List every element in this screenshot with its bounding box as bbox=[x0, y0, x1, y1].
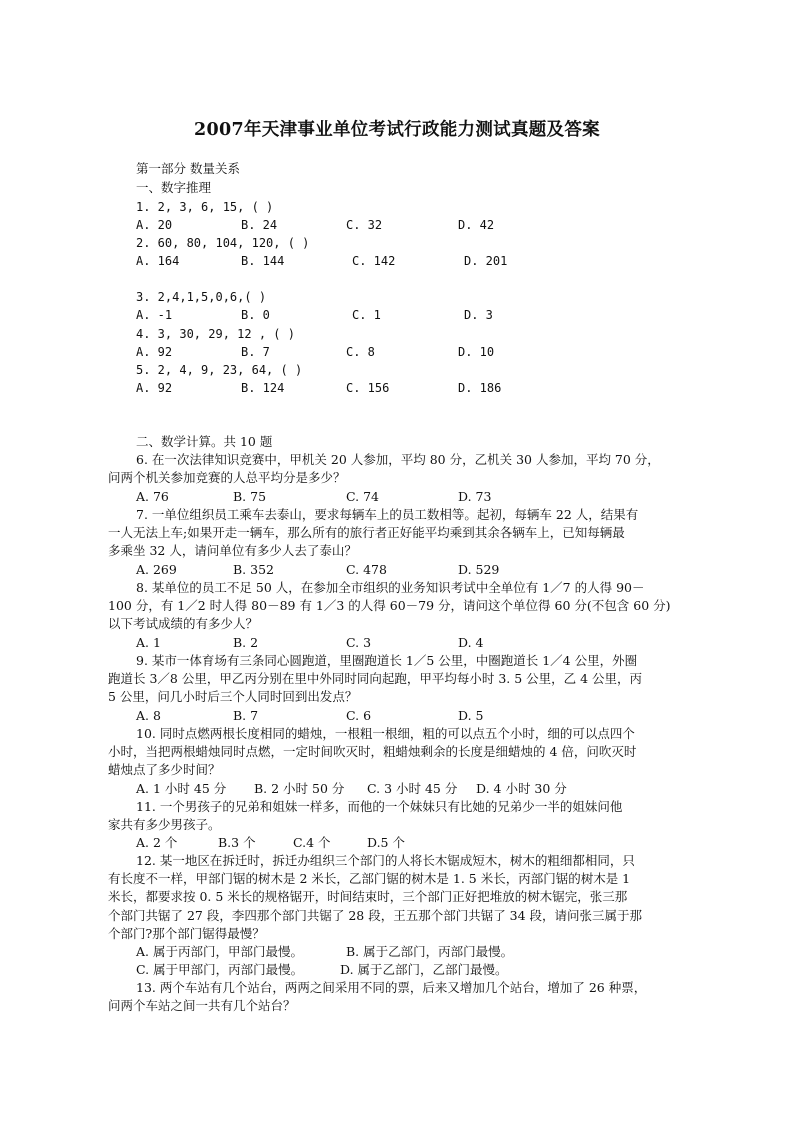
q6-line: 6. 在一次法律知识竞赛中，甲机关 20 人参加，平均 80 分，乙机关 30 人参加，平均 70 分， bbox=[136, 452, 660, 467]
q12-option-d: D. 属于乙部门，乙部门最慢。 bbox=[340, 962, 508, 977]
q10-option-c: C. 3 小时 45 分 bbox=[367, 781, 458, 796]
q2-option-c: C. 142 bbox=[352, 254, 396, 268]
q9-option-a: A. 8 bbox=[136, 708, 161, 723]
q9-line: 5 公里，问几小时后三个人同时回到出发点？ bbox=[108, 689, 358, 705]
question-8 bbox=[108, 579, 708, 634]
question-1-stem: 1. 2, 3, 6, 15, ( ) bbox=[136, 200, 274, 214]
q8-line: 以下考试成绩的有多少人？ bbox=[108, 616, 259, 632]
q6-option-a: A. 76 bbox=[136, 489, 169, 504]
q8-option-d: D. 4 bbox=[458, 635, 484, 650]
q10-option-a: A. 1 小时 45 分 bbox=[136, 781, 227, 796]
q11-option-d: D.5 个 bbox=[367, 835, 405, 850]
q5-option-a: A. 92 bbox=[136, 381, 173, 395]
q9-line: 9. 某市一体育场有三条同心圆跑道，里圈跑道长 1／5 公里，中圈跑道长 1／4 公里，外圈 bbox=[136, 653, 638, 668]
section-heading-math-calculation: 二、数学计算。共 10 题 bbox=[136, 434, 273, 449]
section-heading-number-reasoning: 一、数字推理 bbox=[136, 180, 212, 195]
q12-line: 个部门?那个部门锯得最慢？ bbox=[108, 925, 265, 941]
q4-option-b: B. 7 bbox=[241, 345, 270, 359]
question-3-stem: 3. 2,4,1,5,0,6,( ) bbox=[136, 290, 267, 304]
q7-option-c: C. 478 bbox=[346, 562, 387, 577]
q4-option-d: D. 10 bbox=[458, 345, 495, 359]
q3-option-a: A. -1 bbox=[136, 308, 173, 322]
q13-line: 问两个车站之间一共有几个站台？ bbox=[108, 998, 296, 1014]
question-9 bbox=[108, 652, 708, 707]
q8-option-c: C. 3 bbox=[346, 635, 372, 650]
question-10 bbox=[108, 725, 708, 780]
question-6 bbox=[108, 451, 708, 487]
q3-option-d: D. 3 bbox=[464, 308, 493, 322]
question-5-stem: 5. 2, 4, 9, 23, 64, ( ) bbox=[136, 363, 303, 377]
q12-line: 有长度不一样，甲部门锯的树木是 2 米长，乙部门锯的树木是 1. 5 米长，丙部门锯的树木是 1 bbox=[108, 871, 631, 887]
q12-line: 米长，都要求按 0. 5 米长的规格锯开，时间结束时，三个部门正好把堆放的树木锯完，张三那 bbox=[108, 889, 628, 905]
q11-line: 11. 一个男孩子的兄弟和姐妹一样多，而他的一个妹妹只有比她的兄弟少一半的姐妹问他 bbox=[136, 799, 623, 814]
q12-option-a: A. 属于丙部门，甲部门最慢。 bbox=[136, 944, 303, 959]
q1-option-c: C. 32 bbox=[346, 218, 383, 232]
q12-option-b: B. 属于乙部门，丙部门最慢。 bbox=[346, 944, 514, 959]
q6-option-c: C. 74 bbox=[346, 489, 379, 504]
q11-line: 家共有多少男孩子。 bbox=[108, 817, 221, 833]
q5-option-d: D. 186 bbox=[458, 381, 502, 395]
q12-option-c: C. 属于甲部门，丙部门最慢。 bbox=[136, 962, 304, 977]
q11-option-b: B.3 个 bbox=[218, 835, 256, 850]
q11-option-c: C.4 个 bbox=[293, 835, 331, 850]
q4-option-c: C. 8 bbox=[346, 345, 375, 359]
q12-line: 12. 某一地区在拆迁时，拆迁办组织三个部门的人将长木锯成短木，树木的粗细都相同，只 bbox=[136, 853, 635, 868]
page-title: 2007年天津事业单位考试行政能力测试真题及答案 bbox=[194, 120, 600, 140]
q1-option-b: B. 24 bbox=[241, 218, 278, 232]
q6-option-d: D. 73 bbox=[458, 489, 492, 504]
q12-line: 个部门共锯了 27 段，李四那个部门共锯了 28 段，王五那个部门共锯了 34 段，请问张三属于那 bbox=[108, 907, 643, 923]
q2-option-d: D. 201 bbox=[464, 254, 508, 268]
q1-option-d: D. 42 bbox=[458, 218, 495, 232]
q7-line: 一人无法上车;如果开走一辆车，那么所有的旅行者正好能平均乘到其余各辆车上，已知每辆最 bbox=[108, 525, 625, 541]
question-4-stem: 4. 3, 30, 29, 12 , ( ) bbox=[136, 327, 295, 341]
q11-option-a: A. 2 个 bbox=[136, 835, 178, 850]
q10-line: 小时，当把两根蜡烛同时点燃，一定时间吹灭时，粗蜡烛剩余的长度是细蜡烛的 4 倍，问吹灭时 bbox=[108, 744, 637, 760]
q8-line: 8. 某单位的员工不足 50 人，在参加全市组织的业务知识考试中全单位有 1／7 的人得 90－ bbox=[136, 580, 645, 595]
q10-line: 10. 同时点燃两根长度相同的蜡烛，一根粗一根细，粗的可以点五个小时，细的可以点四个 bbox=[136, 726, 635, 741]
q8-option-b: B. 2 bbox=[233, 635, 259, 650]
q6-line: 问两个机关参加竞赛的人总平均分是多少？ bbox=[108, 470, 346, 486]
question-2-stem: 2. 60, 80, 104, 120, ( ) bbox=[136, 236, 310, 250]
q10-option-b: B. 2 小时 50 分 bbox=[254, 781, 345, 796]
q2-option-b: B. 144 bbox=[241, 254, 285, 268]
q10-line: 蜡烛点了多少时间？ bbox=[108, 762, 221, 778]
q7-option-d: D. 529 bbox=[458, 562, 500, 577]
question-12 bbox=[108, 852, 708, 943]
q3-option-c: C. 1 bbox=[352, 308, 381, 322]
q9-option-d: D. 5 bbox=[458, 708, 484, 723]
q5-option-c: C. 156 bbox=[346, 381, 390, 395]
part-heading: 第一部分 数量关系 bbox=[136, 161, 240, 176]
q1-option-a: A. 20 bbox=[136, 218, 173, 232]
question-13 bbox=[108, 979, 708, 1015]
q8-option-a: A. 1 bbox=[136, 635, 161, 650]
q3-option-b: B. 0 bbox=[241, 308, 270, 322]
q6-option-b: B. 75 bbox=[233, 489, 267, 504]
q9-option-b: B. 7 bbox=[233, 708, 259, 723]
q9-line: 跑道长 3／8 公里，甲乙丙分别在里中外同时同向起跑，甲平均每小时 3. 5 公里，乙 4 公里，丙 bbox=[108, 671, 643, 687]
q13-line: 13. 两个车站有几个站台，两两之间采用不同的票，后来又增加几个站台，增加了 26 种票， bbox=[136, 980, 647, 995]
q10-option-d: D. 4 小时 30 分 bbox=[476, 781, 567, 796]
q9-option-c: C. 6 bbox=[346, 708, 372, 723]
question-7 bbox=[108, 506, 708, 561]
q7-line: 多乘坐 32 人，请问单位有多少人去了泰山？ bbox=[108, 543, 357, 559]
q7-line: 7. 一单位组织员工乘车去泰山，要求每辆车上的员工数相等。起初，每辆车 22 人，结果有 bbox=[136, 507, 639, 522]
q5-option-b: B. 124 bbox=[241, 381, 285, 395]
q8-line: 100 分，有 1／2 时人得 80－89 有 1／3 的人得 60－79 分，请问这个单位得 60 分(不包含 60 分) bbox=[108, 598, 671, 614]
q7-option-a: A. 269 bbox=[136, 562, 177, 577]
question-11 bbox=[108, 798, 708, 834]
q7-option-b: B. 352 bbox=[233, 562, 274, 577]
q2-option-a: A. 164 bbox=[136, 254, 180, 268]
q4-option-a: A. 92 bbox=[136, 345, 173, 359]
